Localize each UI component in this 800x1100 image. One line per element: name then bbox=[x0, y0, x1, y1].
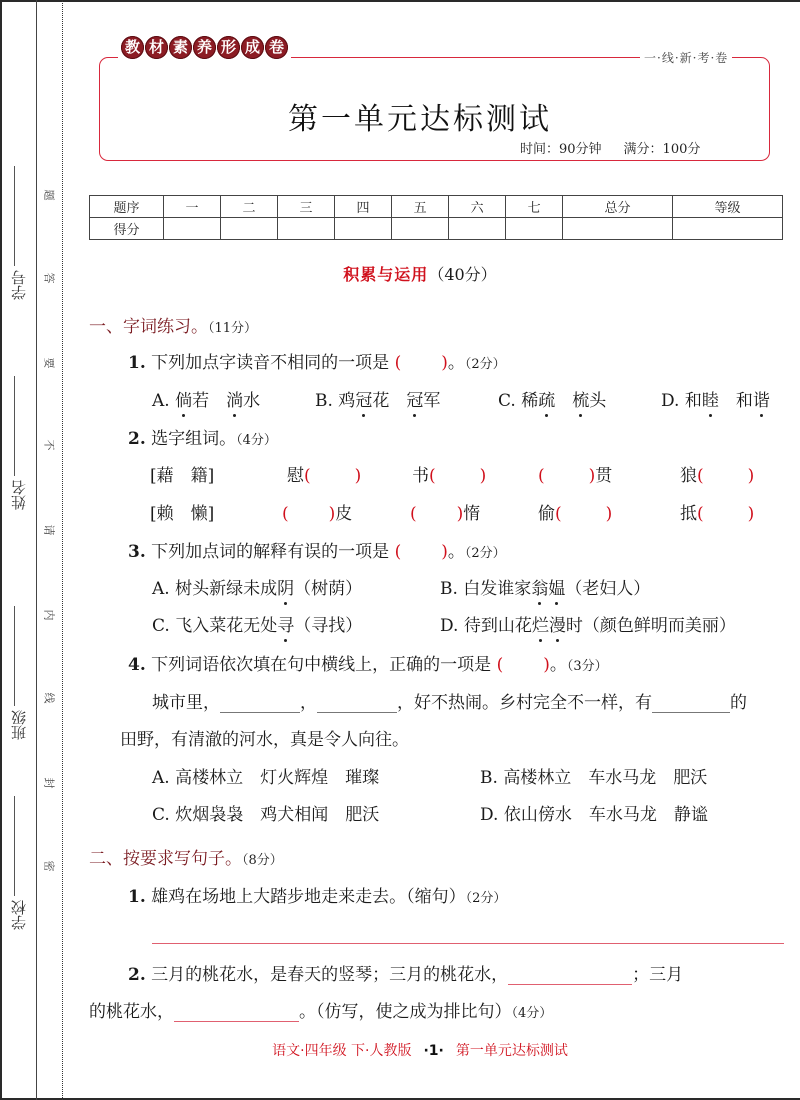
question-1-3: 3. 下列加点词的解释有误的一项是 ( )。（2分） bbox=[128, 542, 506, 562]
question-number: 4. bbox=[128, 655, 146, 675]
badge-char: 养 bbox=[193, 36, 216, 59]
header-cell: 六 bbox=[449, 196, 506, 218]
score-cell[interactable] bbox=[506, 218, 563, 240]
fill-item: 慰( ) bbox=[287, 466, 362, 486]
badge-char: 素 bbox=[169, 36, 192, 59]
header-cell: 五 bbox=[392, 196, 449, 218]
score-table-score-row bbox=[90, 218, 783, 240]
question-number: 3. bbox=[128, 542, 146, 562]
part2-title bbox=[89, 844, 283, 869]
q3-option-b: B. 白发谁家翁媪（老妇人） bbox=[440, 574, 650, 599]
score-cell[interactable] bbox=[563, 218, 673, 240]
footer-subject: 语文·四年级 下·人教版 bbox=[272, 1043, 412, 1059]
badge-char: 材 bbox=[145, 36, 168, 59]
part1-title bbox=[89, 312, 257, 337]
q3-option-a: A. 树头新绿未成阴（树荫） bbox=[152, 574, 362, 599]
q4-option-d: D. 依山傍水 车水马龙 静谧 bbox=[480, 805, 708, 825]
header-cell: 七 bbox=[506, 196, 563, 218]
q1-option-d: D. 和睦 和谐 bbox=[661, 386, 770, 411]
badge-char: 成 bbox=[241, 36, 264, 59]
score-row-label: 得分 bbox=[90, 218, 164, 240]
name-field[interactable] bbox=[8, 340, 29, 510]
score-cell[interactable] bbox=[392, 218, 449, 240]
q1-option-a: A. 倘若 淌水 bbox=[152, 386, 260, 411]
question-text: 下列加点词的解释有误的一项是 bbox=[151, 542, 390, 562]
seal-char: 不 bbox=[42, 439, 56, 451]
question-1-4: 4. 下列词语依次填在句中横线上，正确的一项是 ( )。（3分） bbox=[128, 655, 608, 675]
q4-option-b: B. 高楼林立 车水马龙 肥沃 bbox=[480, 768, 708, 788]
answer-blank[interactable]: ( ) bbox=[496, 655, 550, 675]
question-number: 2. bbox=[128, 965, 146, 985]
header-cell: 题序 bbox=[90, 196, 164, 218]
question-number: 2. bbox=[128, 429, 146, 449]
question-points: （2分） bbox=[464, 546, 506, 561]
header-cell: 二 bbox=[221, 196, 278, 218]
header-cell: 一 bbox=[164, 196, 221, 218]
badge-char: 教 bbox=[121, 36, 144, 59]
header-cell: 三 bbox=[278, 196, 335, 218]
school-label: 学校 bbox=[10, 900, 28, 930]
score-table bbox=[89, 195, 783, 240]
exam-info bbox=[520, 138, 700, 157]
time-limit: 时间：90分钟 bbox=[520, 142, 602, 157]
page-title: 第一单元达标测试 bbox=[288, 102, 552, 137]
answer-blank[interactable]: ( ) bbox=[394, 353, 448, 373]
score-cell[interactable] bbox=[221, 218, 278, 240]
seal-char: 题 bbox=[42, 189, 56, 201]
fill-item: 书( ) bbox=[412, 466, 487, 486]
score-cell[interactable] bbox=[164, 218, 221, 240]
question-2-1 bbox=[128, 882, 506, 907]
school-field[interactable] bbox=[8, 760, 29, 930]
question-text: 下列词语依次填在句中横线上，正确的一项是 bbox=[151, 655, 492, 675]
answer-line[interactable] bbox=[152, 943, 784, 944]
class-field[interactable] bbox=[8, 600, 29, 740]
fill-line[interactable] bbox=[220, 692, 300, 713]
q4-option-a: A. 高楼林立 灯火辉煌 璀璨 bbox=[152, 768, 380, 788]
section-title: 积累与运用 bbox=[343, 265, 429, 284]
part2-title-text: 二、按要求写句子。 bbox=[89, 849, 242, 869]
fill-item: ( )贯 bbox=[538, 466, 613, 486]
score-table-header-row bbox=[90, 196, 783, 218]
series-badge bbox=[118, 36, 291, 59]
q3-option-d: D. 待到山花烂漫时（颜色鲜明而美丽） bbox=[440, 611, 736, 636]
question-number: 1. bbox=[128, 353, 146, 373]
q1-option-b: B. 鸡冠花 冠军 bbox=[315, 386, 440, 411]
student-id-label: 学号 bbox=[10, 270, 28, 300]
q4-option-c: C. 炊烟袅袅 鸡犬相闻 肥沃 bbox=[152, 805, 380, 825]
fill-line[interactable] bbox=[652, 692, 730, 713]
question-number: 1. bbox=[128, 887, 146, 907]
series-tagline: 一·线·新·考·卷 bbox=[640, 49, 732, 66]
class-label: 班级 bbox=[10, 710, 28, 740]
q3-option-c: C. 飞入菜花无处寻（寻找） bbox=[152, 611, 362, 636]
question-2-2-line-2: 的桃花水， 。（仿写，使之成为排比句）（4分） bbox=[89, 1002, 553, 1022]
question-points: （3分） bbox=[566, 659, 608, 674]
badge-char: 卷 bbox=[265, 36, 288, 59]
section-points: （40分） bbox=[428, 265, 497, 284]
q1-option-c: C. 稀疏 梳头 bbox=[498, 386, 606, 411]
seal-char: 线 bbox=[42, 692, 56, 704]
fill-item: ( )皮 bbox=[282, 504, 353, 524]
seal-char: 要 bbox=[42, 357, 56, 369]
badge-char: 形 bbox=[217, 36, 240, 59]
part2-points: （8分） bbox=[242, 853, 283, 868]
q4-passage-line-2: 田野，有清澈的河水，真是令人向往。 bbox=[120, 730, 409, 750]
fill-item: ( )惰 bbox=[410, 504, 481, 524]
char-group: [赖 懒] bbox=[150, 504, 215, 524]
fill-item: 狼( ) bbox=[680, 466, 755, 486]
question-points: （4分） bbox=[511, 1006, 553, 1021]
part1-points: （11分） bbox=[208, 321, 258, 336]
name-label: 姓名 bbox=[10, 480, 28, 510]
score-cell[interactable] bbox=[673, 218, 783, 240]
question-text: 雄鸡在场地上大踏步地走来走去。（缩句） bbox=[151, 887, 466, 907]
question-2-2-line-1: 2. 三月的桃花水，是春天的竖琴；三月的桃花水， ；三月 bbox=[128, 965, 684, 985]
seal-char: 密 bbox=[42, 860, 56, 872]
q4-passage-line-1: 城市里， ， ，好不热闹。乡村完全不一样，有 的 bbox=[152, 693, 747, 713]
footer-title: 第一单元达标测试 bbox=[455, 1043, 568, 1059]
header-cell: 总分 bbox=[563, 196, 673, 218]
page-footer bbox=[0, 1040, 800, 1060]
seal-char: 内 bbox=[42, 609, 56, 621]
fill-line[interactable] bbox=[508, 964, 632, 985]
seal-char: 答 bbox=[42, 272, 56, 284]
question-1-1: 1. 下列加点字读音不相同的一项是 ( )。（2分） bbox=[128, 353, 506, 373]
score-cell[interactable] bbox=[335, 218, 392, 240]
answer-blank[interactable]: ( ) bbox=[394, 542, 448, 562]
score-cell[interactable] bbox=[449, 218, 506, 240]
question-points: （4分） bbox=[236, 433, 277, 448]
fold-dotted-line bbox=[62, 0, 63, 1100]
fill-item: 抵( ) bbox=[680, 504, 755, 524]
question-text: 下列加点字读音不相同的一项是 bbox=[151, 353, 390, 373]
question-points: （2分） bbox=[465, 891, 507, 906]
full-score: 满分：100分 bbox=[623, 142, 701, 157]
header-cell: 四 bbox=[335, 196, 392, 218]
binding-line bbox=[36, 0, 37, 1100]
part1-title-text: 一、字词练习。 bbox=[89, 317, 208, 337]
question-points: （2分） bbox=[464, 357, 506, 372]
question-text: 选字组词。 bbox=[151, 429, 237, 449]
header-cell: 等级 bbox=[673, 196, 783, 218]
fill-line[interactable] bbox=[317, 692, 397, 713]
char-group: [藉 籍] bbox=[150, 466, 215, 486]
question-1-2 bbox=[128, 424, 277, 449]
seal-char: 封 bbox=[42, 777, 56, 789]
fill-line[interactable] bbox=[174, 1001, 299, 1022]
fill-item: 偷( ) bbox=[538, 504, 613, 524]
score-cell[interactable] bbox=[278, 218, 335, 240]
page-number: ·1· bbox=[423, 1043, 444, 1059]
seal-char: 请 bbox=[42, 524, 56, 536]
section-heading bbox=[0, 262, 800, 285]
